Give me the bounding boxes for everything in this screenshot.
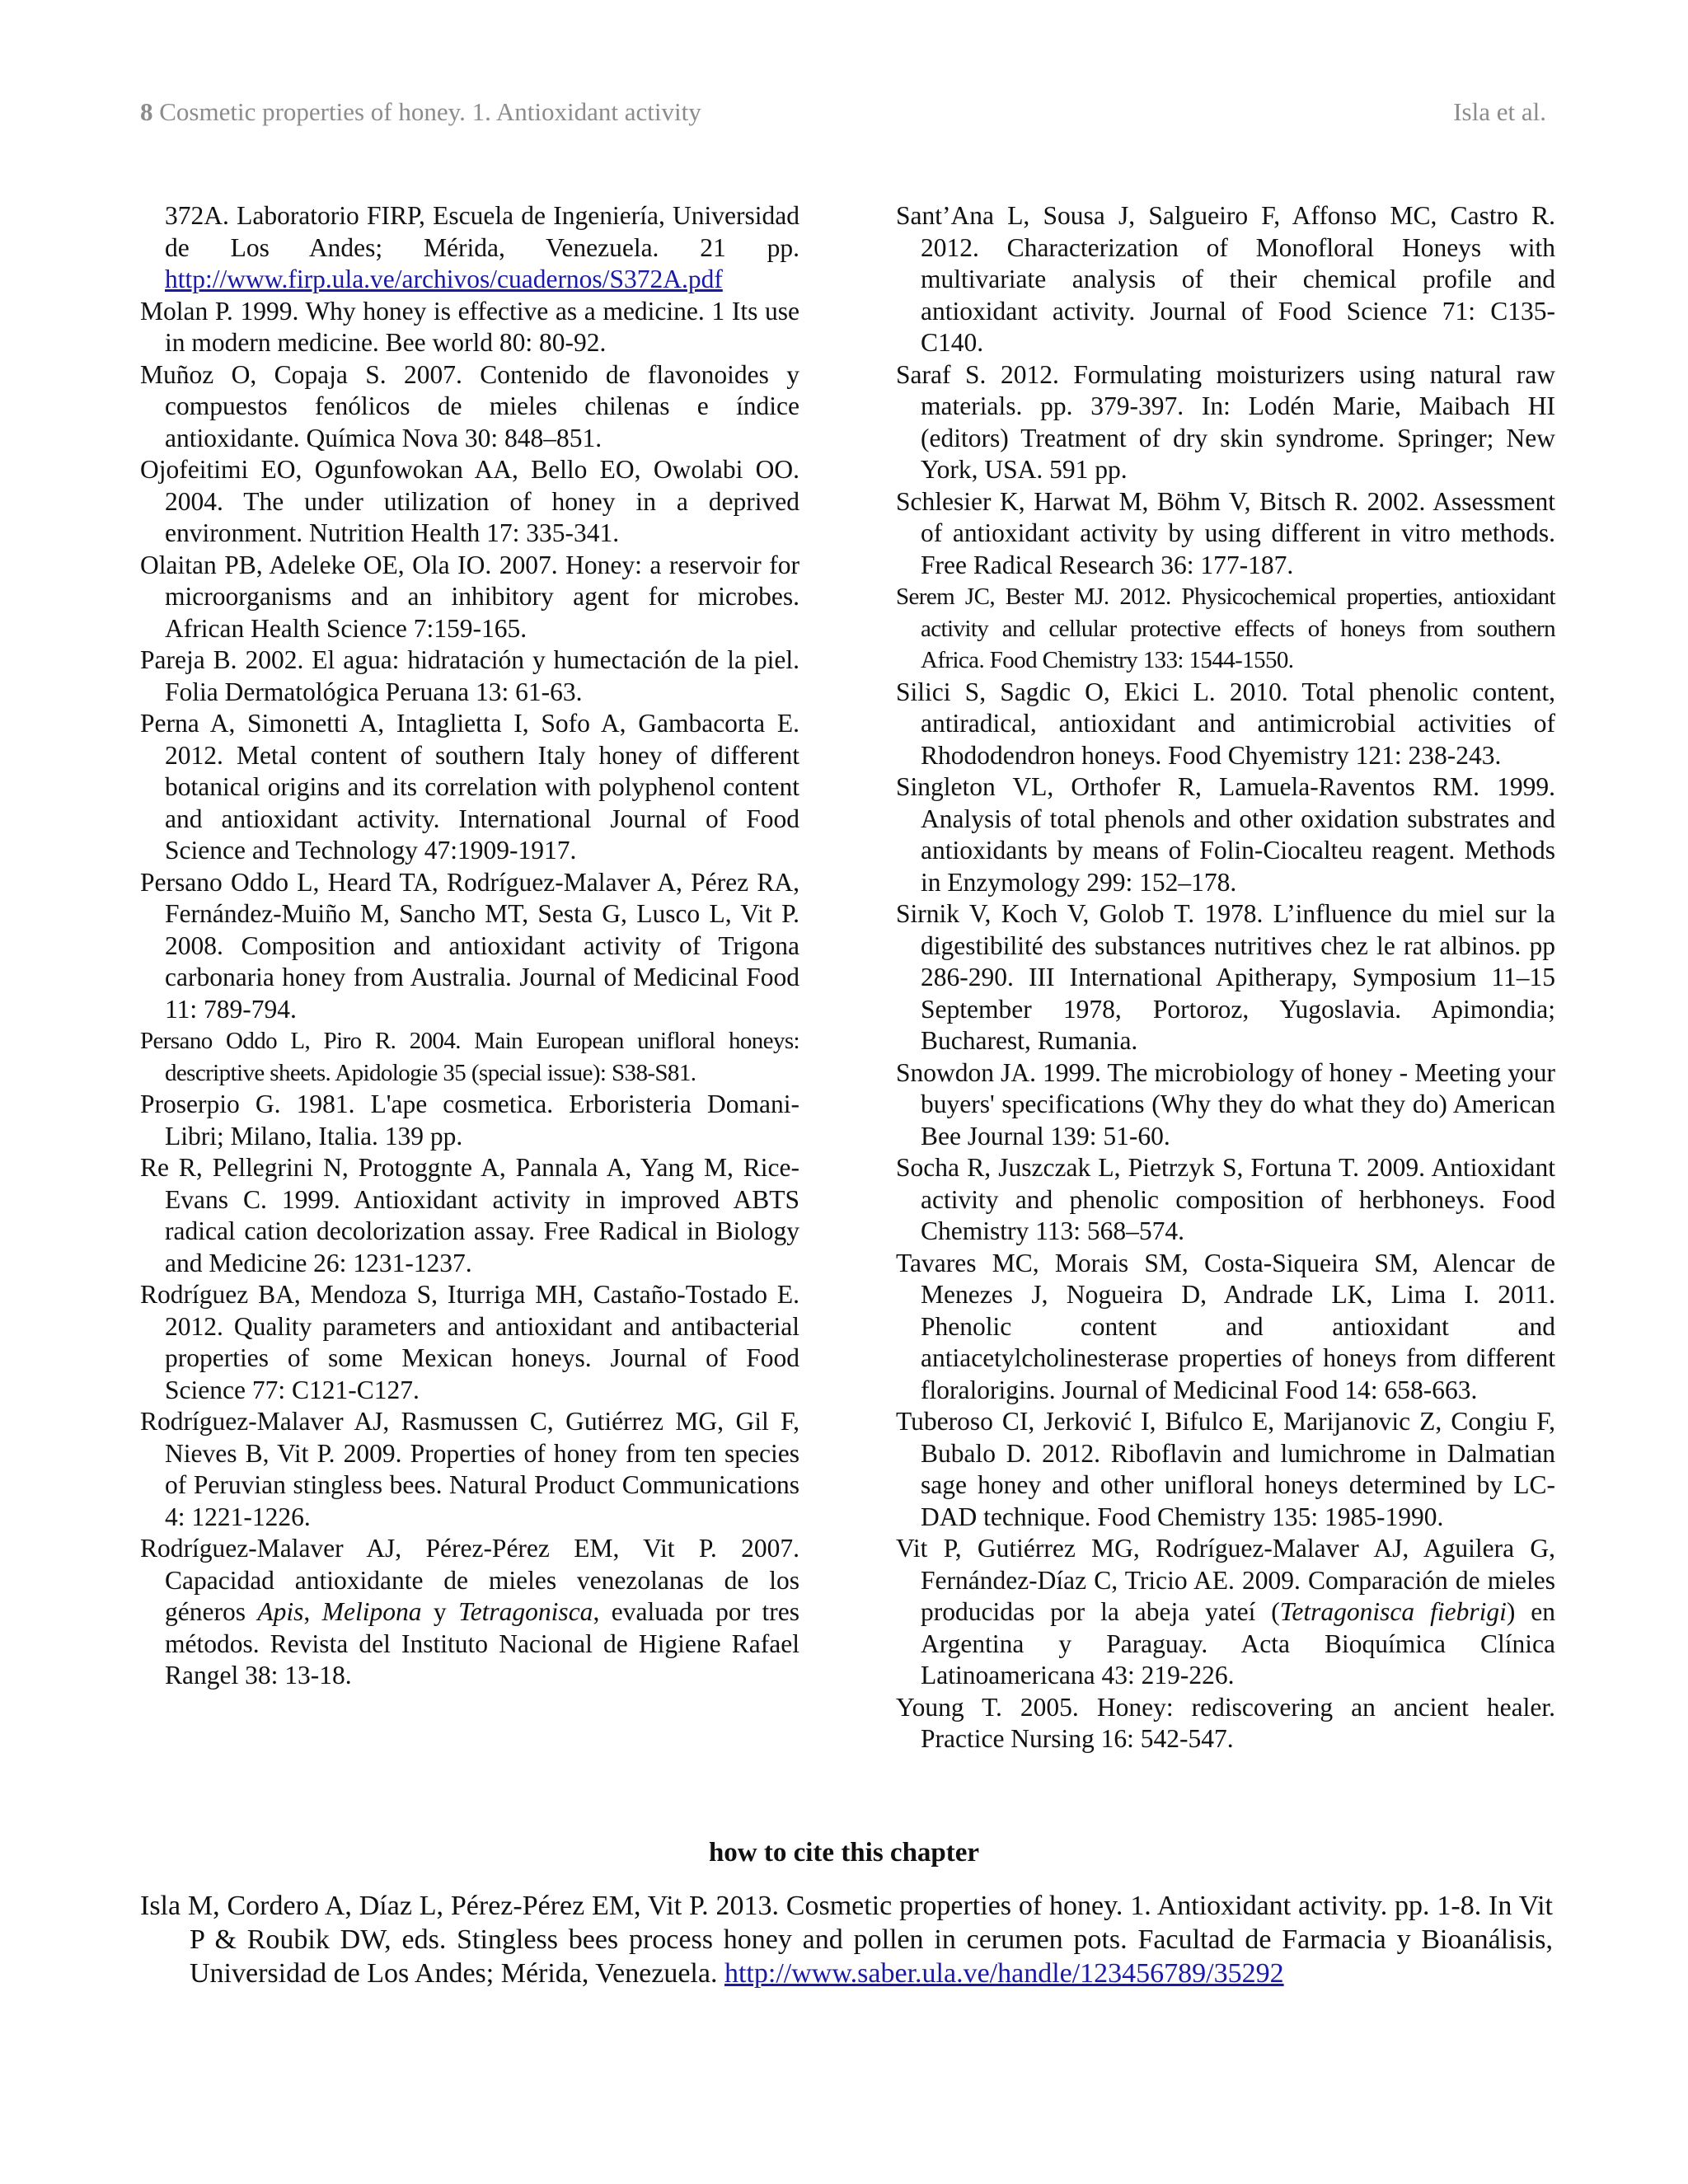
reference-item: Sant’Ana L, Sousa J, Salgueiro F, Affonso MC, Castro R. 2012. Characterization of Monofloral Honeys with multivariate analysis of their chemical profile and antioxidant activity. Journal of Food Science 71: C135-C140. [896,201,1555,357]
reference-item: Proserpio G. 1981. L'ape cosmetica. Erboristeria Domani-Libri; Milano, Italia. 139 pp. [140,1090,799,1151]
citation-text: Isla M, Cordero A, Díaz L, Pérez-Pérez EM, Vit P. 2013. Cosmetic properties of honey. 1. Antioxidant activity. pp. 1-8. In Vit P & Roubik DW, eds. Stingless bees process honey and pollen in cerumen pots. Facultad de Farmacia y Bioanálisis, Universidad de Los Andes; Mérida, Venezuela. [140,1891,1553,1989]
reference-item: Vit P, Gutiérrez MG, Rodríguez-Malaver AJ, Aguilera G, Fernández-Díaz C, Tricio AE. 2009. Comparación de mieles producidas por la abeja yateí (Tetragonisca fiebrigi) en Argentina y Paraguay. Acta Bioquímica Clínica Latinoamericana 43: 219-226. [896,1534,1555,1690]
reference-text: 372A. Laboratorio FIRP, Escuela de Ingeniería, Universidad de Los Andes; Mérida, Venezuela. 21 pp. [165,201,799,262]
reference-item: Snowdon JA. 1999. The microbiology of honey - Meeting your buyers' specifications (Why they do what they do) American Bee Journal 139: 51-60. [896,1057,1555,1151]
reference-item: Saraf S. 2012. Formulating moisturizers using natural raw materials. pp. 379-397. In: Lodén Marie, Maibach HI (editors) Treatment of dry skin syndrome. Springer; New York, USA. 591 pp. [896,359,1555,484]
reference-item: Young T. 2005. Honey: rediscovering an ancient healer. Practice Nursing 16: 542-547. [896,1692,1555,1753]
reference-item: Tavares MC, Morais SM, Costa-Siqueira SM, Alencar de Menezes J, Nogueira D, Andrade LK, Lima I. 2011. Phenolic content and antioxidant and antiacetylcholinesterase properties of honeys from different floralorigins. Journal of Medicinal Food 14: 658-663. [896,1248,1555,1404]
reference-item: Silici S, Sagdic O, Ekici L. 2010. Total phenolic content, antiradical, antioxidant and antimicrobial activities of Rhododendron honeys. Food Chyemistry 121: 238-243. [896,677,1555,770]
reference-item: Perna A, Simonetti A, Intaglietta I, Sofo A, Gambacorta E. 2012. Metal content of southern Italy honey of different botanical origins and its correlation with polyphenol content and antioxidant activity. International Journal of Food Science and Technology 47:1909-1917. [140,709,799,865]
chapter-title: Cosmetic properties of honey. 1. Antioxidant activity [159,97,701,126]
reference-item: Rodríguez-Malaver AJ, Rasmussen C, Gutiérrez MG, Gil F, Nieves B, Vit P. 2009. Properties of honey from ten species of Peruvian stingless bees. Natural Product Communications 4: 1221-1226. [140,1407,799,1531]
reference-item: Re R, Pellegrini N, Protoggnte A, Pannala A, Yang M, Rice-Evans C. 1999. Antioxidant activity in improved ABTS radical cation decolorization assay. Free Radical in Biology and Medicine 26: 1231-1237. [140,1153,799,1277]
reference-link[interactable]: http://www.firp.ula.ve/archivos/cuadernos/S372A.pdf [165,265,723,293]
reference-item: Olaitan PB, Adeleke OE, Ola IO. 2007. Honey: a reservoir for microorganisms and an inhibitory agent for microbes. African Health Science 7:159-165. [140,550,799,643]
running-header [140,97,1546,138]
reference-item: Serem JC, Bester MJ. 2012. Physicochemical properties, antioxidant activity and cellular protective effects of honeys from southern Africa. Food Chemistry 133: 1544-1550. [896,583,1555,673]
reference-item: Schlesier K, Harwat M, Böhm V, Bitsch R. 2002. Assessment of antioxidant activity by using different in vitro methods. Free Radical Research 36: 177-187. [896,486,1555,579]
reference-item: Tuberoso CI, Jerković I, Bifulco E, Marijanovic Z, Congiu F, Bubalo D. 2012. Riboflavin and lumichrome in Dalmatian sage honey and other unifloral honeys determined by LC-DAD technique. Food Chemistry 135: 1985-1990. [896,1407,1555,1531]
citation-block [140,1889,1553,1990]
reference-item: Socha R, Juszczak L, Pietrzyk S, Fortuna T. 2009. Antioxidant activity and phenolic composition of herbhoneys. Food Chemistry 113: 568–574. [896,1153,1555,1245]
page-number: 8 [140,97,153,126]
reference-item: Rodríguez BA, Mendoza S, Iturriga MH, Castaño-Tostado E. 2012. Quality parameters and antioxidant and antibacterial properties of some Mexican honeys. Journal of Food Science 77: C121-C127. [140,1280,799,1404]
citation-link[interactable]: http://www.saber.ula.ve/handle/123456789/35292 [724,1958,1284,1989]
reference-item: Molan P. 1999. Why honey is effective as a medicine. 1 Its use in modern medicine. Bee world 80: 80-92. [140,296,799,357]
reference-item: Sirnik V, Koch V, Golob T. 1978. L’influence du miel sur la digestibilité des substances nutritives chez le rat albinos. pp 286-290. III International Apitherapy, Symposium 11–15 September 1978, Portoroz, Yugoslavia. Apimondia; Bucharest, Rumania. [896,899,1555,1055]
reference-item: Rodríguez-Malaver AJ, Pérez-Pérez EM, Vit P. 2007. Capacidad antioxidante de mieles venezolanas de los géneros Apis, Melipona y Tetragonisca, evaluada por tres métodos. Revista del Instituto Nacional de Higiene Rafael Rangel 38: 13-18. [140,1534,799,1690]
references-right-column [896,200,1555,1755]
header-left [140,97,701,127]
header-authors: Isla et al. [1453,97,1546,126]
reference-item: Muñoz O, Copaja S. 2007. Contenido de flavonoides y compuestos fenólicos de mieles chilenas e índice antioxidante. Química Nova 30: 848–851. [140,359,799,452]
reference-item: Ojofeitimi EO, Ogunfowokan AA, Bello EO, Owolabi OO. 2004. The under utilization of honey in a deprived environment. Nutrition Health 17: 335-341. [140,455,799,547]
reference-item: Persano Oddo L, Piro R. 2004. Main European unifloral honeys: descriptive sheets. Apidologie 35 (special issue): S38-S81. [140,1028,799,1086]
reference-item: Singleton VL, Orthofer R, Lamuela-Raventos RM. 1999. Analysis of total phenols and other oxidation substrates and antioxidants by means of Folin-Ciocalteu reagent. Methods in Enzymology 299: 152–178. [896,772,1555,897]
reference-item: Persano Oddo L, Heard TA, Rodríguez-Malaver A, Pérez RA, Fernández-Muiño M, Sancho MT, Sesta G, Lusco L, Vit P. 2008. Composition and antioxidant activity of Trigona carbonaria honey from Australia. Journal of Medicinal Food 11: 789-794. [140,867,799,1024]
reference-item [140,200,799,296]
reference-item: Pareja B. 2002. El agua: hidratación y humectación de la piel. Folia Dermatológica Peruana 13: 61-63. [140,645,799,706]
citation-heading: how to cite this chapter [708,1838,980,1868]
references-left-column [140,200,799,1692]
